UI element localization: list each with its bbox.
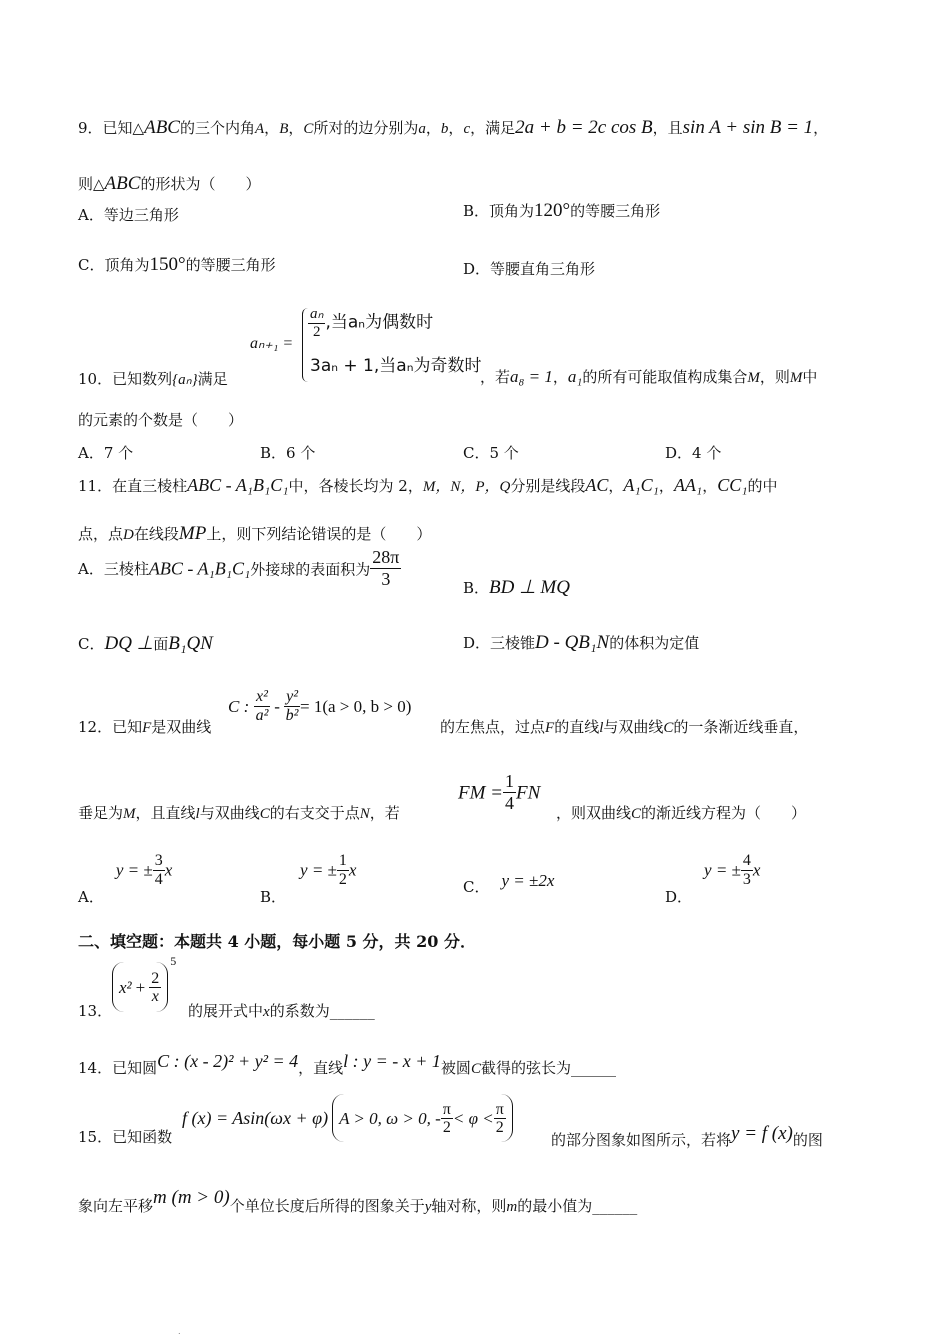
q13-number: 13． [78,1002,113,1020]
section-2-heading: 二、填空题：本题共 4 小题，每小题 5 分，共 20 分． [78,932,476,951]
q9-option-a: A．等边三角形 [78,206,179,224]
q11-option-d: D．三棱锥D - QB₁N的体积为定值 [463,632,700,653]
q11-option-a: A．三棱柱ABC - A₁B₁C₁外接球的表面积为 $\frac{28\pi}{3}$ [78,547,400,589]
q12-line2-end: ，则双曲线C的渐近线方程为（ ） [556,804,807,822]
q10-option-c: C．5 个 [463,444,519,462]
q9-option-b: B．顶角为120°的等腰三角形 [463,200,661,221]
q10-option-b: B．6 个 [260,444,316,462]
q12-option-b: B．y = ± $\frac{1}{2}$ x [260,852,357,906]
q15-stem-end: 的部分图象如图所示，若将y = f (x)的图 [551,1123,823,1149]
q9-eq1: 2a + b = 2c cos B [515,117,653,138]
q10-case-even: $\frac{\text{aₙ}}{2}$ ,当aₙ为偶数时 [310,306,434,340]
q15-line2: 象向左平移m (m > 0)个单位长度后所得的图象关于y轴对称，则m的最小值为______ [78,1187,638,1215]
q10-option-a: A．7 个 [78,444,134,462]
q9-eq2: sin A + sin B = 1 [682,117,814,138]
q13-stem: 的展开式中x的系数为______ [188,1002,375,1020]
q12-line2-start: 垂足为M，且直线l与双曲线C的右支交于点N，若 [78,804,400,822]
q13-expression: x² + $\frac{2}{x}$ $^5$ [112,962,176,1012]
q10-stem-start: 10．已知数列{aₙ}满足 [78,370,228,388]
q14-stem: 14．已知圆C : (x - 2)² + y² = 4，直线l : y = - x + 1被圆C截得的弦长为______ [78,1051,616,1077]
q11-line2: 点，点D在线段MP上，则下列结论错误的是（ ） [78,523,432,544]
q10-stem-end: ，若a₈ = 1，a₁的所有可能取值构成集合M，则M中 [480,367,818,386]
q9-option-c: C．顶角为150°的等腰三角形 [78,254,276,275]
q9-line2: 则△ABC的形状为（ ） [78,173,261,194]
q12-stem-start: 12．已知F是双曲线 [78,718,212,736]
q15-stem-start: 15．已知函数 [78,1128,173,1146]
q10-option-d: D．4 个 [665,444,722,462]
q12-hyperbola-eq: C : $\frac{\text{x²}}{\text{a²}}$ - $\frac{\text{y²}}{\text{b²}}$ = 1(a > 0, b > 0) [228,688,412,724]
q12-option-a: A．y = ± $\frac{3}{4}$ x [78,852,173,906]
q9-line1: 9．已知△ABC的三个内角A，B，C所对的边分别为a，b，c，满足2a + b = 2c cos B，且sin A + sin B = 1， [78,117,829,138]
q12-option-d: D．y = ± $\frac{4}{3}$ x [665,852,761,906]
q15-function: f (x) = Asin(ωx + φ) A > 0, ω > 0, - $\frac{\pi}{2}$ < φ < $\frac{\pi}{2}$ [182,1094,513,1142]
q12-vector-eq: FM = $\frac{1}{4}$ FN [458,771,541,813]
q11-option-b: B．BD ⊥ MQ [463,577,570,598]
q12-option-c: C． y = ±2x [463,871,555,896]
q10-line2: 的元素的个数是（ ） [78,411,244,429]
q11-line1: 11．在直三棱柱ABC - A₁B₁C₁中，各棱长均为 2，M，N，P，Q分别是线段AC，A₁C₁，AA₁，CC₁的中 [78,475,778,495]
q10-recurrence-lhs: aₙ₊₁ = [250,335,294,352]
footer-dot: . [178,1327,181,1336]
q9-option-d: D．等腰直角三角形 [463,260,596,278]
q11-option-c: C．DQ ⊥面B₁QN [78,633,213,654]
q12-stem-end: 的左焦点，过点F的直线l与双曲线C的一条渐近线垂直， [440,718,809,736]
q10-case-odd: 3aₙ + 1,当aₙ为奇数时 [310,356,482,376]
